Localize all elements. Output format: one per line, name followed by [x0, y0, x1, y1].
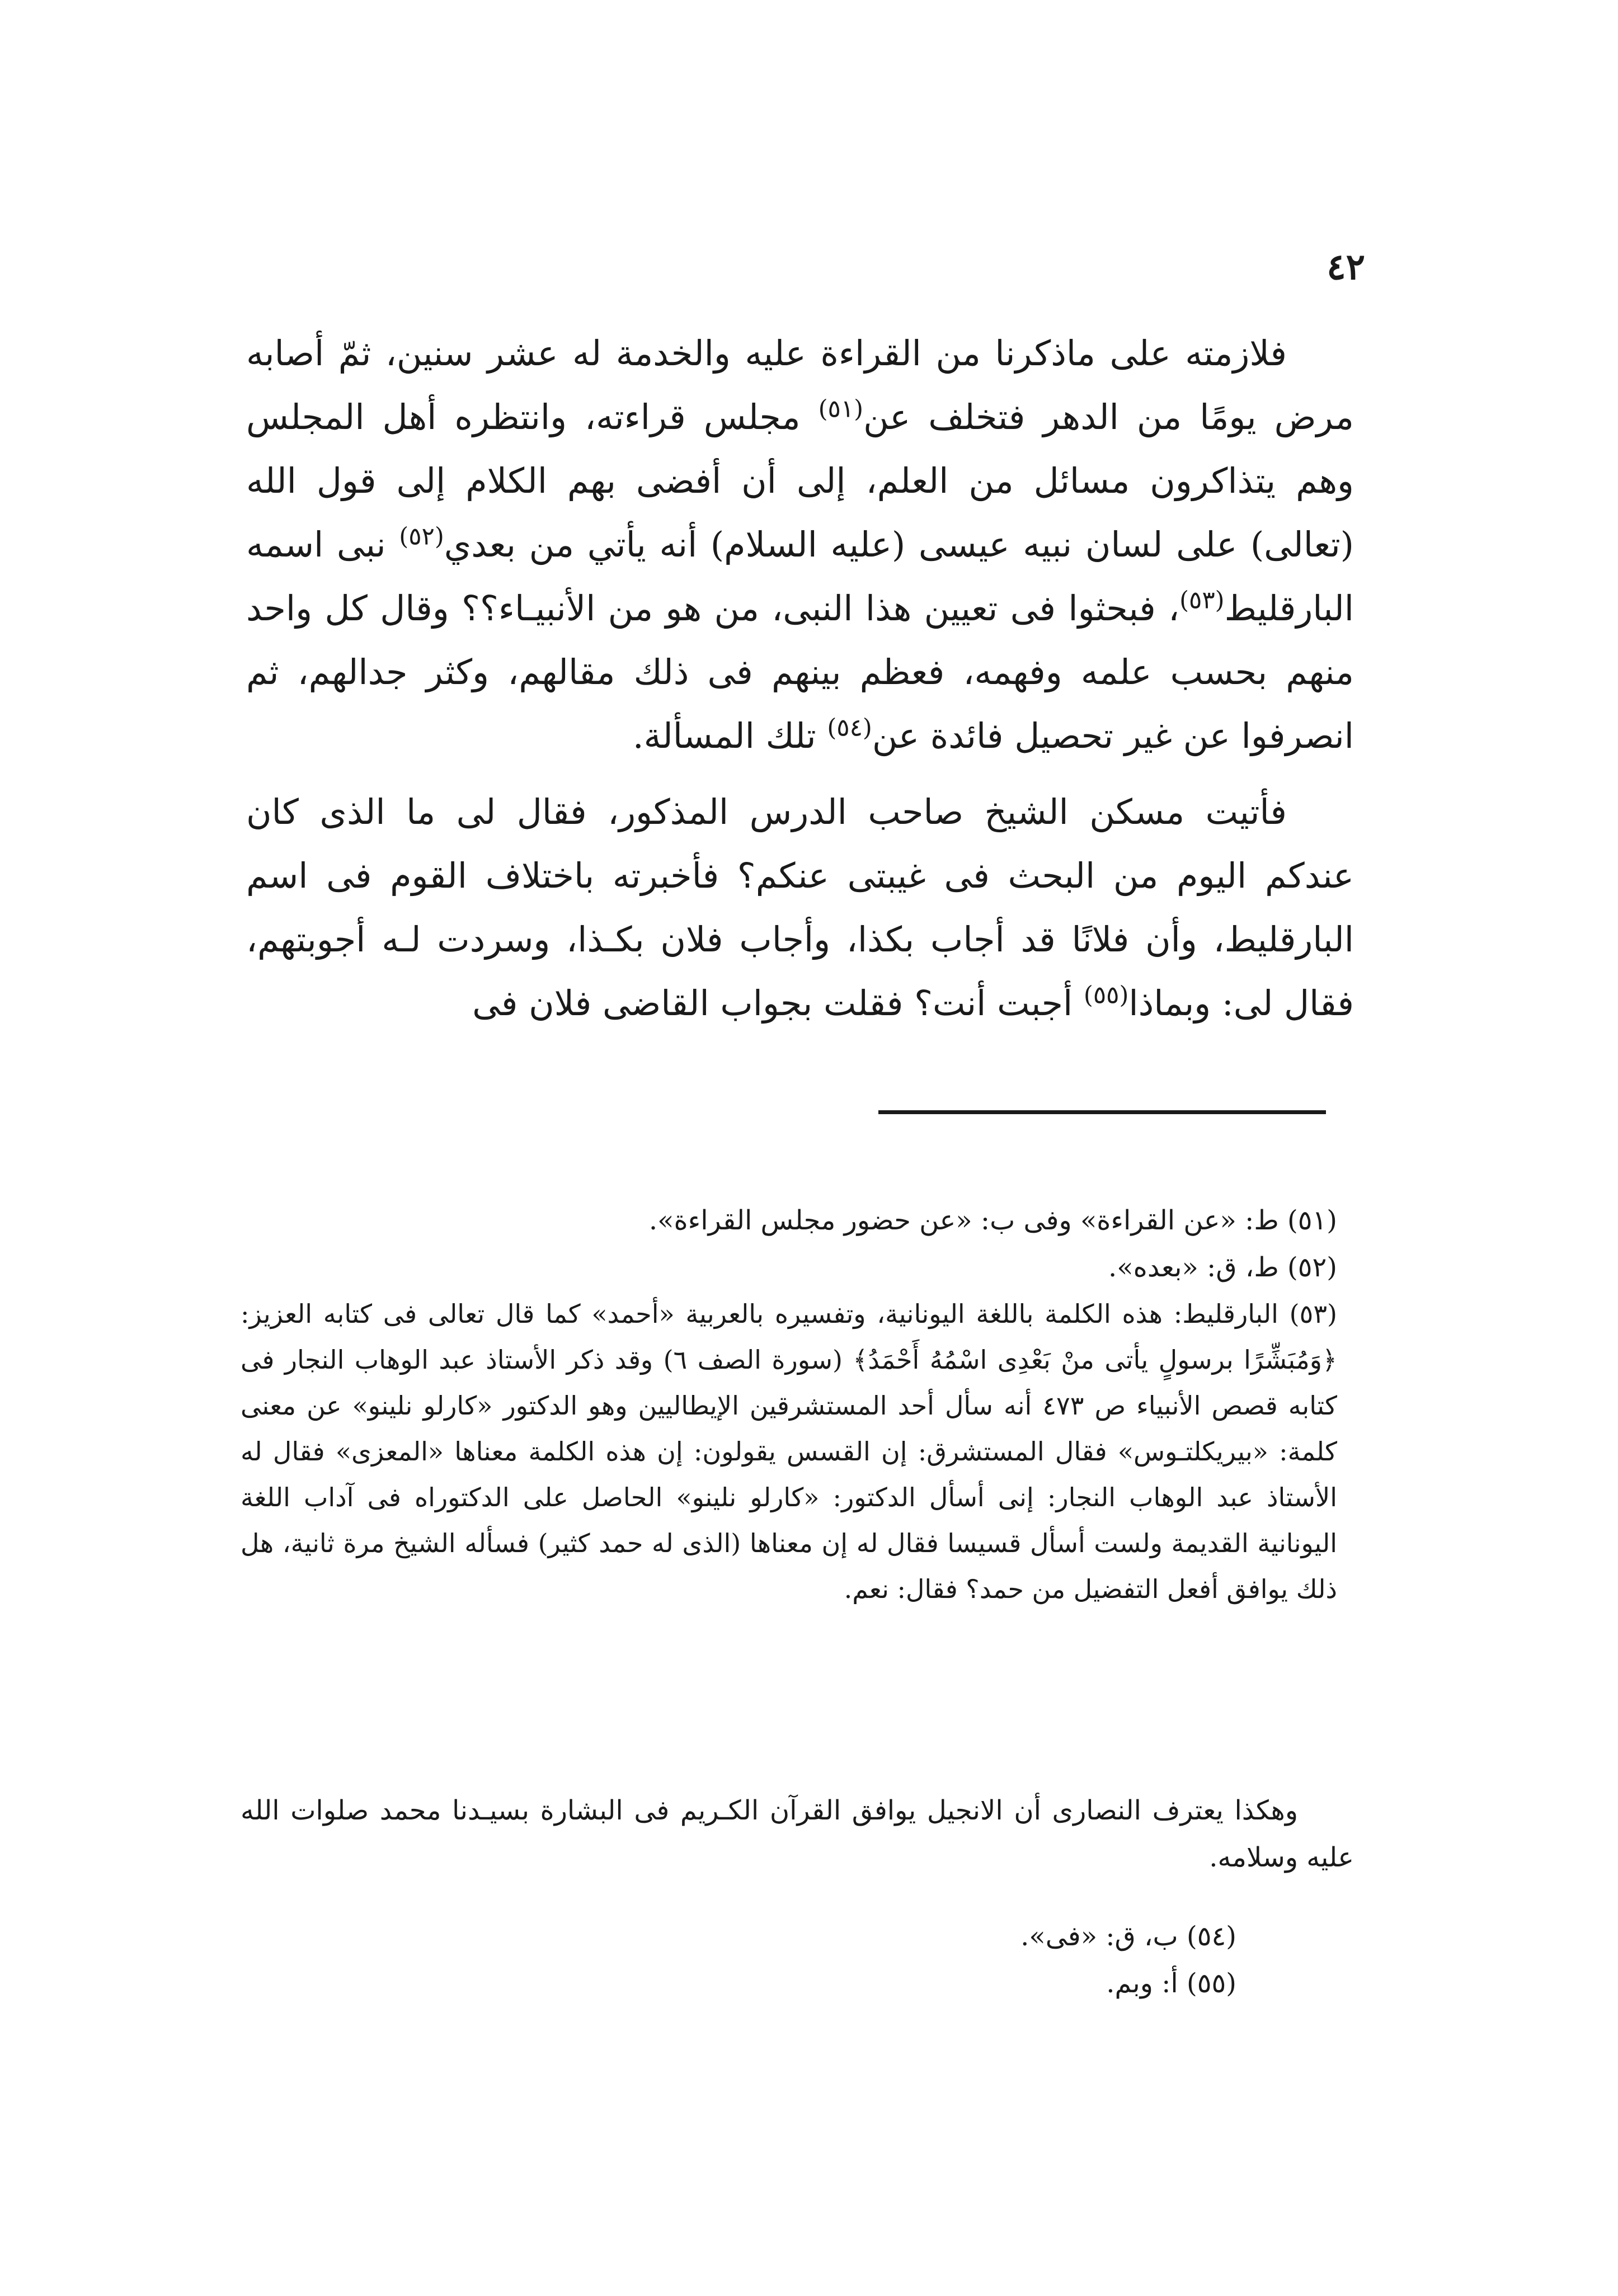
- text-segment: أجبت أنت؟ فقلت بجواب القاضى فلان فى: [472, 983, 1084, 1024]
- footnotes-block: [241, 1197, 1354, 1612]
- paragraph: [246, 780, 1354, 1035]
- footnote-ref: (٥٣): [1179, 586, 1225, 615]
- footnote-ref: (٥١): [818, 395, 864, 423]
- text-segment: نبى اسمه البارقليط: [246, 524, 1354, 629]
- footnote-separator: [878, 1110, 1326, 1114]
- footnote: (٥٤) ب، ق: «فى».: [1020, 1921, 1236, 1952]
- text-segment: فأتيت مسكن الشيخ صاحب الدرس المذكور، فقال لى ما الذى كان عندكم اليوم من البحث فى غيبتى عنكم؟ فأخبرته باختلاف القوم فى اسم البارقليط، وأن فلانًا قد أجاب بكذا، وأجاب فلان بكـذا، وسردت لـه أجوبتهم، فقال لى: وبماذا: [246, 791, 1354, 1024]
- footnote: (٥٢) ط، ق: «بعده».: [1108, 1252, 1337, 1283]
- text-segment: فلازمته على ماذكرنا من القراءة عليه والخدمة له عشر سنين، ثمّ أصابه مرض يومًا من الدهر فتخلف عن: [246, 333, 1354, 437]
- footnote: (٥٥) أ: وبم.: [1106, 1968, 1236, 1999]
- main-text: [246, 322, 1354, 1035]
- text-segment: تلك المسألة.: [632, 715, 827, 756]
- addendum-paragraph: وهكذا يعترف النصارى أن الانجيل يوافق القرآن الكـريم فى البشارة بسيـدنا محمد صلوات الله عليه وسلامه.: [241, 1795, 1354, 1873]
- footnote: (٥٣) البارقليط: هذه الكلمة باللغة اليونانية، وتفسيره بالعربية «أحمد» كما قال تعالى فى كتابه العزيز: ﴿وَمُبَشِّرًا برسولٍ يأتى منْ بَعْدِى اسْمُهُ أَحْمَدُ﴾ (سورة الصف ٦) وقد ذكر الأستاذ عبد الوهاب النجار فى كتابه قصص الأنبياء ص ٤٧٣ أنه سأل أحد المستشرقين الإيطاليين وهو الدكتور «كارلو نلينو» عن معنى كلمة: «بيريكلتـوس» فقال المستشرق: إن القسس يقولون: إن هذه الكلمة معناها «المعزى» فقال له الأستاذ عبد الوهاب النجار: إنى أسأل الدكتور: «كارلو نلينو» الحاصل على الدكتوراه فى آداب اللغة اليونانية القديمة ولست أسأل قسيسا فقال له إن معناها (الذى له حمد كثير) فسأله الشيخ مرة ثانية، هل ذلك يوافق أفعل التفضيل من حمد؟ فقال: نعم.: [241, 1299, 1337, 1604]
- paragraph: [246, 322, 1354, 768]
- footnote-ref: (٥٢): [399, 522, 444, 551]
- text-segment: ، فبحثوا فى تعيين هذا النبى، من هو من الأنبيـاء؟؟ وقال كل واحد منهم بحسب علمه وفهمه، فعظم بينهم فى ذلك مقالهم، وكثر جدالهم، ثم انصرفوا عن غير تحصيل فائدة عن: [246, 588, 1354, 756]
- page-number: ٤٢: [1327, 246, 1365, 288]
- text-segment: مجلس قراءته، وانتظره أهل المجلس وهم يتذاكرون مسائل من العلم، إلى أن أفضى بهم الكلام إلى قول الله (تعالى) على لسان نبيه عيسى (عليه السلام) أنه يأتي من بعدي: [246, 397, 1354, 565]
- footnote-ref: (٥٥): [1083, 981, 1129, 1010]
- footnote-ref: (٥٤): [827, 714, 872, 742]
- footnotes-block: [504, 1913, 1354, 2007]
- footnote: (٥١) ط: «عن القراءة» وفى ب: «عن حضور مجلس القراءة».: [648, 1205, 1337, 1236]
